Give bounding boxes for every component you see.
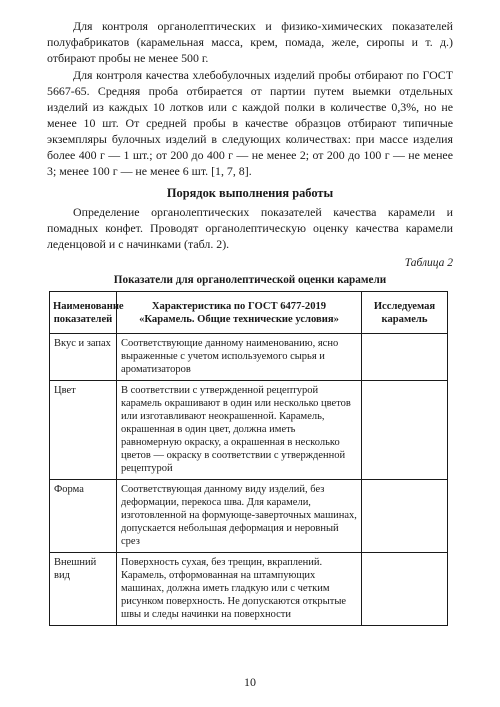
header-research: Исследуемая карамель: [362, 292, 448, 334]
row-characteristic-cell: В соответствии с утвержденной рецептурой карамель окрашивают в один или несколько цветов или изготавливают неокрашенной. Карамель, окрашенная в один цвет, должна иметь равномерную окраску, а окрашенная в несколько цветов — окраску в соответствии с утвержденной рецептурой: [117, 381, 362, 480]
table-row: [50, 334, 448, 381]
table-caption: Таблица 2: [404, 257, 453, 269]
body-paragraph-2: Для контроля качества хлебобулочных изделий пробы отбирают по ГОСТ 5667-65. Средняя проба отбирается от партии путем выемки отдельных изделий из каждых 10 лотков или с каждой полки в количестве 0,3%, но не менее 10 шт. От средней пробы в качестве образцов отбирают типичные экземпляры булочных изделий в следующих количествах: при массе изделия более 400 г — 1 шт.; от 200 до 400 г — не менее 2; от 200 до 100 г — не менее 3; менее 100 г — не менее 6 шт. [1, 7, 8].: [47, 68, 453, 178]
page-number: 10: [244, 675, 256, 689]
row-name-cell: Цвет: [50, 381, 117, 480]
section-paragraph: Определение органолептических показателей качества карамели и помадных конфет. Проводят органолептическую оценку качества карамели леденцовой и с начинками (табл. 2).: [47, 205, 453, 251]
row-research-cell: [362, 553, 448, 626]
header-characteristic: [117, 292, 362, 334]
body-paragraph-1: Для контроля органолептических и физико-химических показателей полуфабрикатов (карамельная масса, крем, помада, желе, сиропы и т. д.) отбирают пробы не менее 500 г.: [47, 19, 453, 65]
row-name-cell: Вкус и запах: [50, 334, 117, 381]
header-characteristic-line1: Характеристика по ГОСТ 6477-2019: [151, 301, 327, 312]
row-characteristic-cell: Поверхность сухая, без трещин, вкраплений. Карамель, отформованная на штампующих машинах, должна иметь гладкую или с четким рисунком поверхность. Не допускаются открытые швы и следы начинки на поверхности: [117, 553, 362, 626]
row-characteristic-cell: Соответствующие данному наименованию, ясно выраженные с учетом используемого сырья и ароматизаторов: [117, 334, 362, 381]
table-row: [50, 553, 448, 626]
row-research-cell: [362, 480, 448, 553]
header-name: Наименование показателей: [50, 292, 117, 334]
table-row: [50, 381, 448, 480]
header-characteristic-line2: «Карамель. Общие технические условия»: [139, 314, 339, 325]
organoleptic-table: [49, 291, 448, 626]
table-title: Показатели для органолептической оценки карамели: [113, 274, 387, 286]
row-research-cell: [362, 334, 448, 381]
section-title: Порядок выполнения работы: [166, 186, 334, 200]
table-row: [50, 480, 448, 553]
row-name-cell: Форма: [50, 480, 117, 553]
table-header-row: [50, 292, 448, 334]
row-name-cell: Внешний вид: [50, 553, 117, 626]
row-research-cell: [362, 381, 448, 480]
row-characteristic-cell: Соответствующая данному виду изделий, без деформации, перекоса шва. Для карамели, изготовленной на формующе-заверточных машинах, допускается небольшая деформация и неровный срез: [117, 480, 362, 553]
